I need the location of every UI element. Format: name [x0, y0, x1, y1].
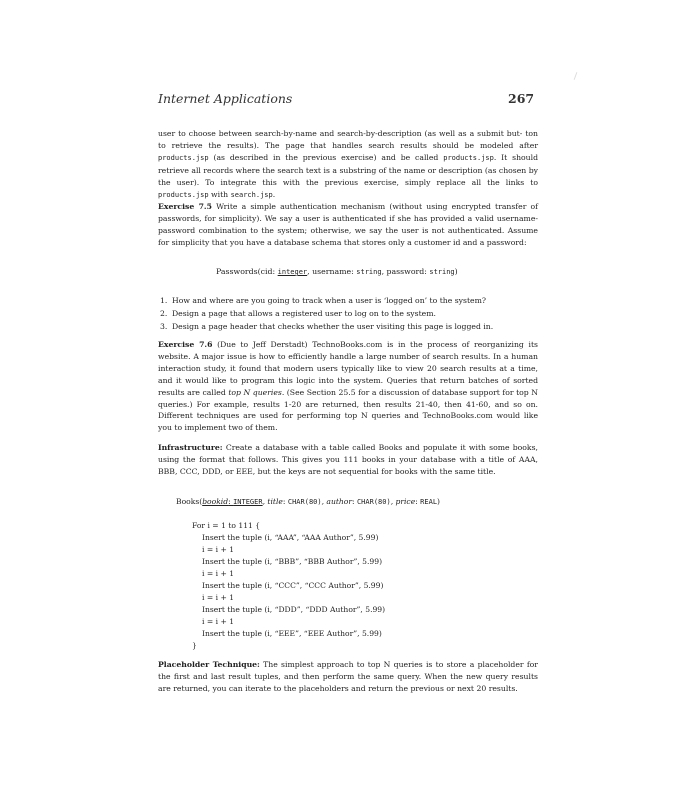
- list-item: 1. How and where are you going to track when a user is ‘logged on’ to the system?: [160, 296, 487, 305]
- intro-line: . It should: [493, 152, 538, 162]
- code-line: Insert the tuple (i, “CCC”, “CCC Author”, 5.99): [202, 581, 384, 590]
- code-line: i = i + 1: [202, 545, 235, 554]
- intro-line: user to choose between search-by-name and search-by-description (as well as a submit but-: [158, 129, 523, 138]
- intro-line: by the user). To integrate this with the previous exercise, simply replace all the links to: [158, 165, 538, 187]
- code-line: Insert the tuple (i, “EEE”, “EEE Author”, 5.99): [202, 629, 382, 638]
- placeholder-label: Placeholder Technique:: [158, 660, 260, 669]
- exercise-text: Write a simple authentication mechanism (without using encrypted transfer of passwords, for simplicity). We say a user is authenticated if she has provided a valid username-password combination to the system; otherwise, we say the user is not authenticated. Assume for simplicity that you have a database schema that stores only a customer id and a password:: [158, 202, 538, 247]
- passwords-schema: Passwords(cid: integer, username: string, password: string): [216, 267, 458, 276]
- exercise-7-5: [158, 201, 538, 249]
- exercise-label: Exercise 7.5: [158, 202, 212, 211]
- code-line: i = i + 1: [202, 593, 235, 602]
- list-item: 3. Design a page header that checks whether the user visiting this page is logged in.: [160, 322, 494, 332]
- exercise-label: Exercise 7.6: [158, 340, 213, 349]
- italic-term: top N queries: [228, 387, 282, 397]
- code-line: Insert the tuple (i, “BBB”, “BBB Author”, 5.99): [202, 557, 383, 566]
- code-line: For i = 1 to 111 {: [192, 521, 261, 530]
- bookid-attr: bookid: [202, 497, 229, 506]
- intro-line: (as described in the previous exercise) and be called: [213, 152, 439, 162]
- intro-line: retrieve all records where the search text is a substring of the name or description (as chosen: [158, 165, 527, 175]
- code-line: i = i + 1: [202, 569, 235, 578]
- running-header-title: Internet Applications: [158, 91, 293, 106]
- exercise-7-5-list: [160, 294, 540, 334]
- code-line: Insert the tuple (i, “AAA”, “AAA Author”, 5.99): [202, 533, 379, 542]
- code-products-jsp: products.jsp: [158, 190, 209, 199]
- key-type: integer: [277, 268, 308, 276]
- intro-period: .: [272, 189, 276, 199]
- intro-paragraph: [158, 128, 538, 201]
- books-schema: Books(bookid: INTEGER, title: CHAR(80), author: CHAR(80), price: REAL): [176, 497, 440, 506]
- exercise-7-6: Exercise 7.6 (Due to Jeff Derstadt) TechnoBooks.com is in the process of reorganizing its website. A major issue is how to efficiently handle a large number of search results. In a human interaction study, it found that modern users typically like to view 20 search results at a time, and it would like to program this logic into the system. Queries that return batches of sorted results are called top N queries. (See Section 25.5 for a discussion of database support for top N queries.) For example, results 1-20 are returned, then results 21-40, then 41-60, and so on. Different techniques are used for performing top N queries and TechnoBooks.com would like you to implement two of them.: [158, 340, 538, 433]
- code-products-jsp: products.jsp: [443, 153, 494, 162]
- code-line: i = i + 1: [202, 617, 235, 626]
- intro-line: ton to retrieve the results). The page that handles search results should be modeled after: [158, 129, 538, 150]
- code-search-jsp: search.jsp: [230, 190, 273, 199]
- code-products-jsp: products.jsp: [158, 153, 209, 162]
- scan-mark: [574, 72, 578, 80]
- intro-line: with: [211, 189, 229, 199]
- code-line: }: [192, 641, 197, 650]
- infrastructure-paragraph: Infrastructure: Create a database with a table called Books and populate it with some books, using the format that follows. This gives you 111 books in your database with a title of AAA, BBB, CCC, DDD, or EEE, but the keys are not sequential for books with the same title.: [158, 443, 538, 476]
- list-item: 2. Design a page that allows a registered user to log on to the system.: [160, 309, 436, 319]
- placeholder-paragraph: Placeholder Technique: The simplest approach to top N queries is to store a placeholder for the first and last result tuples, and then perform the same query. When the new query results are returned, you can iterate to the placeholders and return the previous or next 20 results.: [158, 660, 538, 693]
- code-line: Insert the tuple (i, “DDD”, “DDD Author”, 5.99): [202, 605, 386, 614]
- infrastructure-label: Infrastructure:: [158, 443, 223, 452]
- page-number: 267: [508, 91, 535, 106]
